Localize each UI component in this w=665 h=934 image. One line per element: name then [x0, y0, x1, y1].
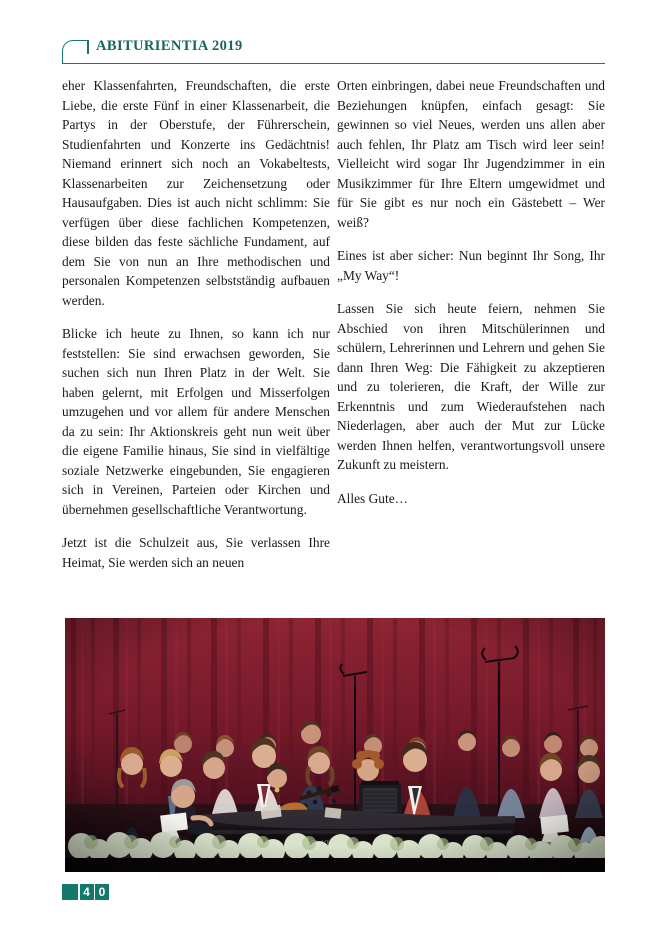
page-title: ABITURIENTIA 2019 [96, 38, 243, 54]
paragraph: Orten einbringen, dabei neue Freundschaften und Beziehungen knüpfen, einfach gesagt: Sie gewinnen so viel Neues, werden uns allen aber auch fehlen, Ihr Platz am Tisch wird leer sein! Vielleicht wird sogar Ihr Jugendzimmer in ein Musikzimmer für Ihre Eltern umgewidmet und für Sie gibt es nur noch ein Gästebett – Wer weiß? [337, 78, 605, 230]
page-number-digit: 4 [80, 884, 94, 900]
paragraph: Jetzt ist die Schulzeit aus, Sie verlassen Ihre Heimat, Sie werden sich an neuen [62, 535, 330, 570]
page-number-block [62, 884, 78, 900]
paragraph: Lassen Sie sich heute feiern, nehmen Sie Abschied von ihren Mitschülerinnen und schülern, Lehrerinnen und Lehrern und gehen Sie dann Ihren Weg: Die Fähigkeit zu akzeptieren und zu tolerieren, die Kraft, der Wille zur Erkenntnis und zum Wiederaufstehen nach Niederlagen, aber auch der Mut zur Lücke werden Ihnen helfen, verantwortungsvoll unsere Zukunft zu meistern. [337, 301, 605, 472]
paragraph: Blicke ich heute zu Ihnen, so kann ich nur feststellen: Sie sind erwachsen geworden, Sie suchen sich nun Ihren Platz in der Welt. Sie haben gelernt, mit Erfolgen und Misserfolgen umzugehen und vor allem für andere Menschen da zu sein: Ihr Aktionskreis geht nun weit über die eigene Familie hinaus, Sie sind in vielfältige soziale Netzwerke eingebunden, Sie engagieren sich in Vereinen, Parteien oder Kirchen und übernehmen gesellschaftliche Verantwortung. [62, 326, 330, 517]
page-number [62, 884, 109, 900]
text-column-right [337, 76, 605, 572]
bracket-tick-icon [87, 40, 89, 54]
paragraph: Eines ist aber sicher: Nun beginnt Ihr Song, Ihr „My Way“! [337, 248, 605, 283]
paragraph: Alles Gute… [337, 490, 409, 506]
text-column-left [62, 76, 330, 572]
page-number-digit: 0 [95, 884, 109, 900]
choir-performance-photo [65, 618, 605, 872]
article-body [62, 76, 605, 572]
photo-illustration [65, 618, 605, 872]
running-head [62, 38, 605, 68]
header-rule [62, 63, 605, 64]
rounded-corner-bracket-icon [62, 40, 89, 63]
paragraph: eher Klassenfahrten, Freundschaften, die erste Liebe, die erste Fünf in einer Klassenarbeit, die Partys in der Oberstufe, der Führerschein, Studienfahrten und Konzerte ins Gedächtnis! Niemand erinnert sich noch an Vokabeltests, Klassenarbeiten zur Zeichensetzung oder Hausaufgaben. Dies ist auch nicht schlimm: Sie verfügen über diese fachlichen Kompetenzen, diese bilden das feste sächliche Fundament, auf dem Sie von nun an Ihre methodischen und personalen Kompetenzen selbstständig aufbauen werden. [62, 78, 330, 308]
